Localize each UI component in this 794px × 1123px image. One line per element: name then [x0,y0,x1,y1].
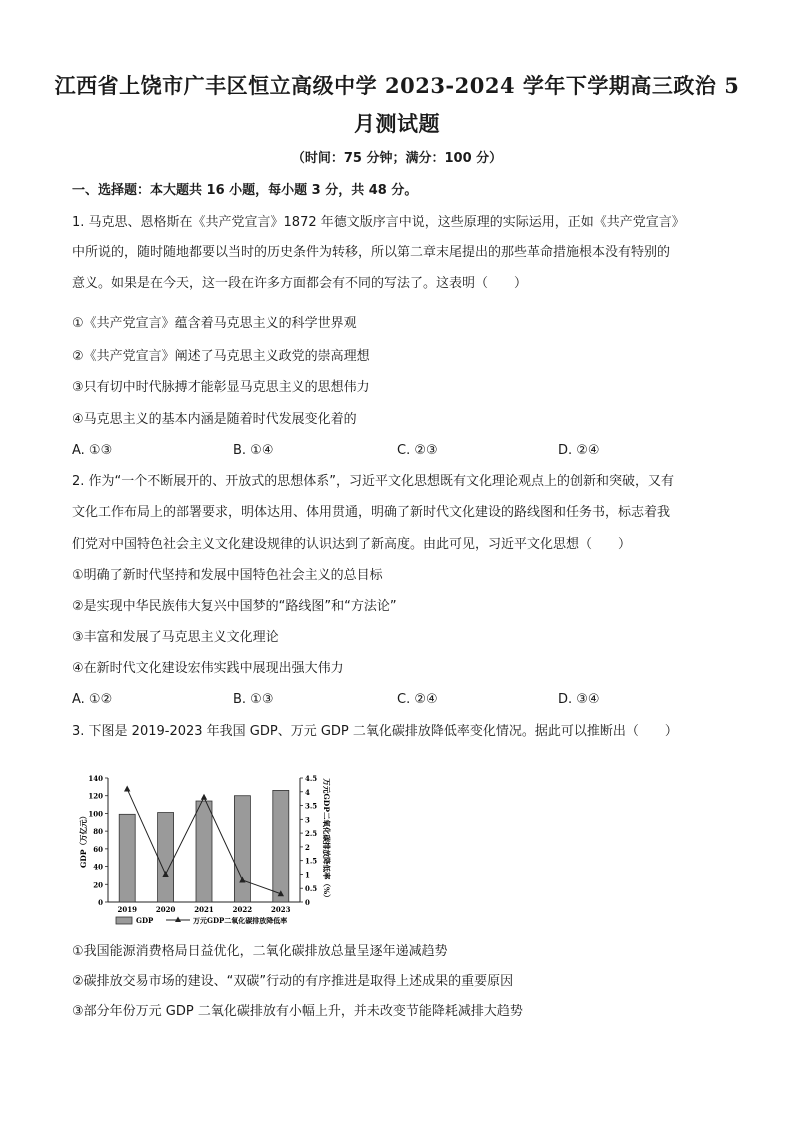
question-text-line: 1. 马克思、恩格斯在《共产党宣言》1872 年德文版序言中说，这些原理的实际运用，正如《共产党宣言》 [72,215,685,230]
y-tick-label: 140 [88,774,103,783]
bar [234,796,250,902]
legend-line-marker [175,917,181,923]
question-text-line: 3. 下图是 2019-2023 年我国 GDP、万元 GDP 二氧化碳排放降低率变化情况。据此可以推断出（ ） [72,724,678,739]
x-tick-label: 2019 [117,905,137,914]
line-point [201,794,207,800]
y2-tick-label: 3.5 [305,801,318,811]
y2-tick-label: 1 [305,870,310,880]
y2-tick-label: 2.5 [305,829,318,839]
option-c[interactable]: C. ②③ [397,443,438,458]
option-d[interactable]: D. ②④ [558,443,600,458]
y-tick-label: 0 [98,898,103,907]
y2-tick-label: 2 [305,842,310,852]
statement: ③只有切中时代脉搏才能彰显马克思主义的思想伟力 [72,380,370,395]
statement: ①我国能源消费格局日益优化，二氧化碳排放总量呈逐年递减趋势 [72,944,448,959]
bar [158,813,174,902]
question-text-line: 中所说的，随时随地都要以当时的历史条件为转移，所以第二章末尾提出的那些革命措施根本没有特别的 [72,245,671,260]
statement: ①明确了新时代坚持和发展中国特色社会主义的总目标 [72,568,383,583]
x-tick-label: 2021 [194,905,214,914]
y-tick-label: 120 [88,791,103,801]
y-tick-label: 80 [93,827,103,837]
y2-axis-title: 万元GDP二氧化碳排放降低率（%） [322,778,331,902]
question-text-line: 文化工作布局上的部署要求，明体达用、体用贯通，明确了新时代文化建设的路线图和任务书，标志着我 [72,505,671,520]
question-text-line: 意义。如果是在今天，这一段在许多方面都会有不同的写法了。这表明（ ） [72,276,528,291]
legend-label: 万元GDP二氧化碳排放降低率 [193,916,288,925]
option-b[interactable]: B. ①④ [233,443,274,458]
y2-tick-label: 0.5 [305,884,318,894]
option-c[interactable]: C. ②④ [397,692,438,707]
statement: ④在新时代文化建设宏伟实践中展现出强大伟力 [72,661,344,676]
x-tick-label: 2022 [232,905,253,914]
y2-tick-label: 0 [305,898,310,907]
gdp-emission-chart [72,760,342,930]
x-tick-label: 2023 [271,905,291,914]
statement: ③丰富和发展了马克思主义文化理论 [72,630,279,645]
bar [273,790,289,902]
question-text-line: 2. 作为“一个不断展开的、开放式的思想体系”，习近平文化思想既有文化理论观点上的创新和突破，又有 [72,474,675,489]
y2-tick-label: 4 [305,787,310,797]
option-a[interactable]: A. ①③ [72,443,113,458]
line-point [124,786,130,792]
x-tick-label: 2020 [155,905,176,914]
question-text-line: 们党对中国特色社会主义文化建设规律的认识达到了新高度。由此可见，习近平文化思想（ ） [72,537,632,552]
y-tick-label: 40 [93,862,103,872]
exam-info: （时间：75 分钟；满分：100 分） [291,151,503,166]
y2-tick-label: 3 [305,815,310,825]
statement: ③部分年份万元 GDP 二氧化碳排放有小幅上升，并未改变节能降耗减排大趋势 [72,1004,523,1019]
statement: ②《共产党宣言》阐述了马克思主义政党的崇高理想 [72,349,370,364]
bar [119,814,135,902]
option-d[interactable]: D. ③④ [558,692,600,707]
legend-bar-swatch [116,917,132,924]
option-b[interactable]: B. ①③ [233,692,274,707]
y-tick-label: 20 [93,880,103,890]
option-a[interactable]: A. ①② [72,692,113,707]
statement: ①《共产党宣言》蕴含着马克思主义的科学世界观 [72,316,357,331]
y2-tick-label: 4.5 [305,774,318,783]
y-tick-label: 100 [88,809,103,819]
legend-label: GDP [136,916,154,925]
section-heading: 一、选择题：本大题共 16 小题，每小题 3 分，共 48 分。 [72,183,418,198]
y-axis-title: GDP（万亿元） [79,811,88,869]
exam-title-line1: 江西省上饶市广丰区恒立高级中学 2023-2024 学年下学期高三政治 5 [54,73,740,98]
y2-tick-label: 1.5 [305,856,318,866]
statement: ④马克思主义的基本内涵是随着时代发展变化着的 [72,412,357,427]
statement: ②碳排放交易市场的建设、“双碳”行动的有序推进是取得上述成果的重要原因 [72,974,514,989]
y-tick-label: 60 [93,844,103,854]
statement: ②是实现中华民族伟大复兴中国梦的“路线图”和“方法论” [72,599,397,614]
exam-title-line2: 月测试题 [354,111,440,136]
bar [196,801,212,902]
